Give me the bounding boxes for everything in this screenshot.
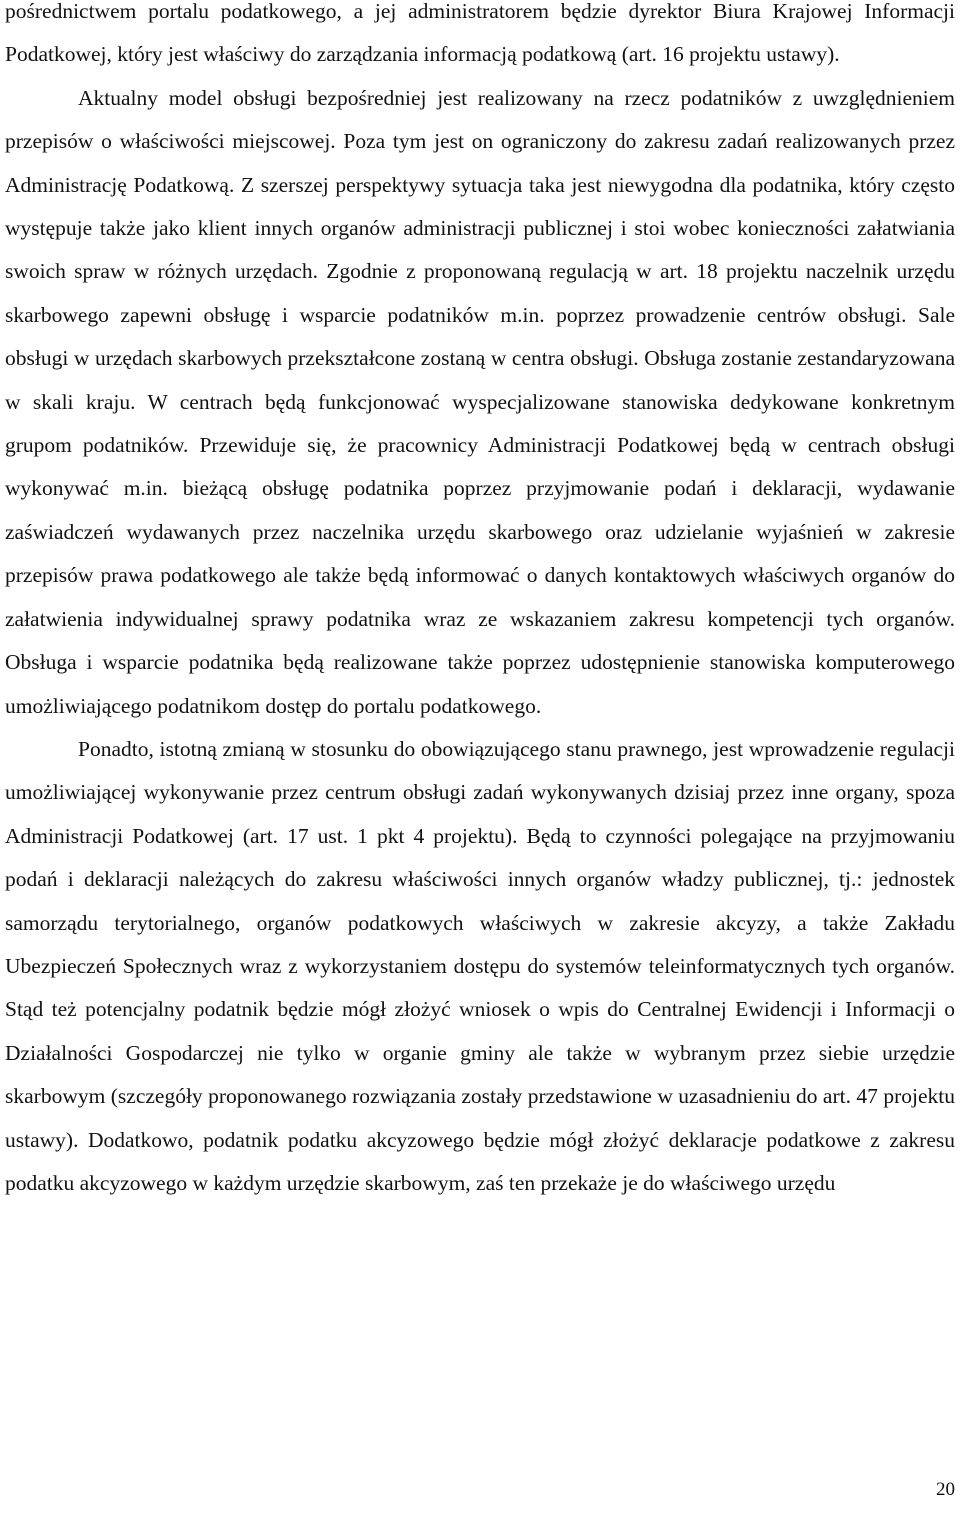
document-page bbox=[5, 0, 955, 1205]
paragraph-service-center-tasks: Ponadto, istotną zmianą w stosunku do obowiązującego stanu prawnego, jest wprowadzenie regulacji umożliwiającej wykonywanie przez centrum obsługi zadań wykonywanych dzisiaj przez inne organy, spoza Administracji Podatkowej (art. 17 ust. 1 pkt 4 projektu). Będą to czynności polegające na przyjmowaniu podań i deklaracji należących do zakresu właściwości innych organów władzy publicznej, tj.: jednostek samorządu terytorialnego, organów podatkowych właściwych w zakresie akcyzy, a także Zakładu Ubezpieczeń Społecznych wraz z wykorzystaniem dostępu do systemów teleinformatycznych tych organów. Stąd też potencjalny podatnik będzie mógł złożyć wniosek o wpis do Centralnej Ewidencji i Informacji o Działalności Gospodarczej nie tylko w organie gminy ale także w wybranym przez siebie urzędzie skarbowym (szczegóły proponowanego rozwiązania zostały przedstawione w uzasadnieniu do art. 47 projektu ustawy). Dodatkowo, podatnik podatku akcyzowego będzie mógł złożyć deklaracje podatkowe z zakresu podatku akcyzowego w każdym urzędzie skarbowym, zaś ten przekaże je do właściwego urzędu bbox=[5, 736, 955, 1195]
page-number: 20 bbox=[936, 1479, 955, 1500]
paragraph-direct-service-model: Aktualny model obsługi bezpośredniej jest realizowany na rzecz podatników z uwzględnieniem przepisów o właściwości miejscowej. Poza tym jest on ograniczony do zakresu zadań realizowanych przez Administrację Podatkową. Z szerszej perspektywy sytuacja taka jest niewygodna dla podatnika, który często występuje także jako klient innych organów administracji publicznej i stoi wobec konieczności załatwiania swoich spraw w różnych urzędach. Zgodnie z proponowaną regulacją w art. 18 projektu naczelnik urzędu skarbowego zapewni obsługę i wsparcie podatników m.in. poprzez prowadzenie centrów obsługi. Sale obsługi w urzędach skarbowych przekształcone zostaną w centra obsługi. Obsługa zostanie zestandaryzowana w skali kraju. W centrach będą funkcjonować wyspecjalizowane stanowiska dedykowane konkretnym grupom podatników. Przewiduje się, że pracownicy Administracji Podatkowej będą w centrach obsługi wykonywać m.in. bieżącą obsługę podatnika poprzez przyjmowanie podań i deklaracji, wydawanie zaświadczeń wydawanych przez naczelnika urzędu skarbowego oraz udzielanie wyjaśnień w zakresie przepisów prawa podatkowego ale także będą informować o danych kontaktowych właściwych organów do załatwienia indywidualnej sprawy podatnika wraz ze wskazaniem zakresu kompetencji tych organów. Obsługa i wsparcie podatnika będą realizowane także poprzez udostępnienie stanowiska komputerowego umożliwiającego podatnikom dostęp do portalu podatkowego. bbox=[5, 85, 955, 718]
paragraph-continued: pośrednictwem portalu podatkowego, a jej administratorem będzie dyrektor Biura Krajowej Informacji Podatkowej, który jest właściwy do zarządzania informacją podatkową (art. 16 projektu ustawy). bbox=[5, 0, 955, 67]
